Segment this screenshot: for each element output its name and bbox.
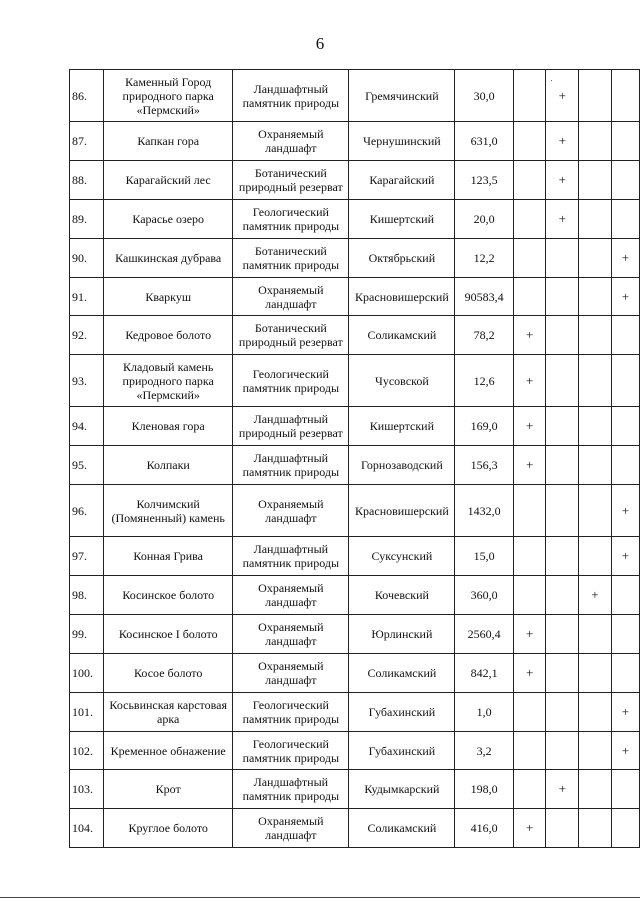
- area-category: Охраняемый ландшафт: [233, 614, 349, 653]
- area-category: Охраняемый ландшафт: [233, 653, 349, 692]
- mark-col-1: +: [513, 355, 546, 407]
- mark-col-1: [513, 576, 546, 615]
- mark-col-4: [611, 122, 639, 161]
- area-hectares: 631,0: [455, 122, 513, 161]
- bottom-rule: [0, 897, 640, 898]
- mark-col-1: [513, 537, 546, 576]
- district-name: Губахинский: [349, 692, 455, 731]
- mark-col-3: [579, 199, 612, 238]
- row-number: 100.: [70, 653, 104, 692]
- mark-col-1: [513, 70, 546, 122]
- district-name: Соликамский: [349, 316, 455, 355]
- district-name: Красновишерский: [349, 485, 455, 537]
- mark-col-2: [546, 407, 579, 446]
- area-category: Ландшафтный памятник природы: [233, 446, 349, 485]
- area-category: Ботанический природный резерват: [233, 316, 349, 355]
- table-row: [70, 770, 640, 809]
- mark-col-4: [611, 576, 639, 615]
- district-name: Октябрьский: [349, 238, 455, 277]
- table-row: [70, 70, 640, 122]
- mark-col-3: [579, 770, 612, 809]
- area-hectares: 123,5: [455, 160, 513, 199]
- table-row: [70, 653, 640, 692]
- area-category: Охраняемый ландшафт: [233, 122, 349, 161]
- mark-col-4: [611, 199, 639, 238]
- row-number: 91.: [70, 277, 104, 316]
- area-name: Карасье озеро: [104, 199, 233, 238]
- area-hectares: 78,2: [455, 316, 513, 355]
- mark-col-4: [611, 160, 639, 199]
- mark-col-4: +: [611, 277, 639, 316]
- area-category: Геологический памятник природы: [233, 199, 349, 238]
- table-row: [70, 407, 640, 446]
- area-category: Ландшафтный памятник природы: [233, 537, 349, 576]
- table-row: [70, 692, 640, 731]
- mark-col-2: [546, 355, 579, 407]
- mark-col-3: [579, 122, 612, 161]
- area-name: Кременное обнажение: [104, 731, 233, 770]
- mark-col-2: +: [546, 122, 579, 161]
- area-name: Косое болото: [104, 653, 233, 692]
- mark-col-3: [579, 614, 612, 653]
- area-hectares: 169,0: [455, 407, 513, 446]
- mark-col-1: [513, 770, 546, 809]
- district-name: Горнозаводский: [349, 446, 455, 485]
- area-category: Геологический памятник природы: [233, 692, 349, 731]
- mark-col-2: +: [546, 199, 579, 238]
- area-category: Охраняемый ландшафт: [233, 485, 349, 537]
- area-name: Карагайский лес: [104, 160, 233, 199]
- mark-col-4: +: [611, 692, 639, 731]
- district-name: Кишертский: [349, 407, 455, 446]
- mark-col-3: [579, 692, 612, 731]
- district-name: Юрлинский: [349, 614, 455, 653]
- mark-col-1: [513, 122, 546, 161]
- mark-col-1: [513, 277, 546, 316]
- area-name: Косинское I болото: [104, 614, 233, 653]
- row-number: 98.: [70, 576, 104, 615]
- area-hectares: 842,1: [455, 653, 513, 692]
- row-number: 103.: [70, 770, 104, 809]
- mark-col-2: [546, 614, 579, 653]
- table-row: [70, 355, 640, 407]
- area-name: Кладовый камень природного парка «Пермский»: [104, 355, 233, 407]
- protected-areas-table: [69, 69, 640, 848]
- district-name: Губахинский: [349, 731, 455, 770]
- district-name: Кудымкарский: [349, 770, 455, 809]
- area-name: Кленовая гора: [104, 407, 233, 446]
- area-category: Геологический памятник природы: [233, 355, 349, 407]
- mark-col-2: +: [546, 160, 579, 199]
- mark-col-4: +: [611, 731, 639, 770]
- district-name: Гремячинский: [349, 70, 455, 122]
- table-row: [70, 485, 640, 537]
- district-name: Чернушинский: [349, 122, 455, 161]
- row-number: 95.: [70, 446, 104, 485]
- mark-col-2: [546, 446, 579, 485]
- mark-col-4: [611, 407, 639, 446]
- area-category: Геологический памятник природы: [233, 731, 349, 770]
- row-number: 93.: [70, 355, 104, 407]
- mark-col-2: [546, 238, 579, 277]
- mark-col-1: +: [513, 446, 546, 485]
- area-name: Кашкинская дубрава: [104, 238, 233, 277]
- mark-col-4: [611, 653, 639, 692]
- mark-col-4: +: [611, 485, 639, 537]
- area-name: Кваркуш: [104, 277, 233, 316]
- mark-col-4: [611, 70, 639, 122]
- row-number: 92.: [70, 316, 104, 355]
- table-row: [70, 160, 640, 199]
- mark-col-3: [579, 809, 612, 848]
- table-row: [70, 731, 640, 770]
- district-name: Кочевский: [349, 576, 455, 615]
- row-number: 94.: [70, 407, 104, 446]
- mark-col-1: +: [513, 809, 546, 848]
- table-row: [70, 316, 640, 355]
- mark-col-3: [579, 316, 612, 355]
- area-category: Ландшафтный памятник природы: [233, 70, 349, 122]
- mark-col-4: [611, 355, 639, 407]
- row-number: 86.: [70, 70, 104, 122]
- area-hectares: 90583,4: [455, 277, 513, 316]
- area-hectares: 20,0: [455, 199, 513, 238]
- mark-col-3: [579, 355, 612, 407]
- mark-col-4: [611, 809, 639, 848]
- row-number: 104.: [70, 809, 104, 848]
- district-name: Чусовской: [349, 355, 455, 407]
- mark-col-3: [579, 238, 612, 277]
- area-hectares: 198,0: [455, 770, 513, 809]
- area-hectares: 12,6: [455, 355, 513, 407]
- mark-col-1: [513, 199, 546, 238]
- mark-col-1: [513, 238, 546, 277]
- area-name: Капкан гора: [104, 122, 233, 161]
- district-name: Суксунский: [349, 537, 455, 576]
- mark-col-1: [513, 485, 546, 537]
- area-category: Ландшафтный памятник природы: [233, 770, 349, 809]
- area-hectares: 2560,4: [455, 614, 513, 653]
- mark-col-3: +: [579, 576, 612, 615]
- district-name: Кишертский: [349, 199, 455, 238]
- area-hectares: 15,0: [455, 537, 513, 576]
- district-name: Карагайский: [349, 160, 455, 199]
- area-name: Косьвинская карстовая арка: [104, 692, 233, 731]
- area-hectares: 416,0: [455, 809, 513, 848]
- mark-col-3: [579, 485, 612, 537]
- mark-col-1: [513, 731, 546, 770]
- mark-col-3: [579, 731, 612, 770]
- mark-col-3: [579, 277, 612, 316]
- mark-col-2: [546, 809, 579, 848]
- mark-col-3: [579, 407, 612, 446]
- mark-col-1: +: [513, 407, 546, 446]
- row-number: 99.: [70, 614, 104, 653]
- mark-col-2: [546, 537, 579, 576]
- mark-col-2: [546, 653, 579, 692]
- district-name: Соликамский: [349, 653, 455, 692]
- mark-col-4: [611, 446, 639, 485]
- area-name: Круглое болото: [104, 809, 233, 848]
- page-number: 6: [315, 34, 325, 53]
- area-name: Крот: [104, 770, 233, 809]
- row-number: 96.: [70, 485, 104, 537]
- mark-col-3: [579, 537, 612, 576]
- area-hectares: 12,2: [455, 238, 513, 277]
- row-number: 101.: [70, 692, 104, 731]
- table-row: [70, 277, 640, 316]
- row-number: 89.: [70, 199, 104, 238]
- area-category: Охраняемый ландшафт: [233, 809, 349, 848]
- area-name: Кедровое болото: [104, 316, 233, 355]
- table-body: [70, 70, 640, 848]
- row-number: 88.: [70, 160, 104, 199]
- mark-col-1: +: [513, 653, 546, 692]
- table-row: [70, 446, 640, 485]
- table-row: [70, 614, 640, 653]
- mark-col-3: [579, 446, 612, 485]
- mark-col-2: +: [546, 70, 579, 122]
- mark-col-4: +: [611, 537, 639, 576]
- mark-col-1: [513, 692, 546, 731]
- area-name: Конная Грива: [104, 537, 233, 576]
- mark-col-2: [546, 692, 579, 731]
- table-row: [70, 238, 640, 277]
- table-row: [70, 537, 640, 576]
- area-name: Колпаки: [104, 446, 233, 485]
- table-row: [70, 576, 640, 615]
- district-name: Красновишерский: [349, 277, 455, 316]
- area-category: Охраняемый ландшафт: [233, 277, 349, 316]
- area-name: Косинское болото: [104, 576, 233, 615]
- mark-col-2: [546, 576, 579, 615]
- table-row: [70, 199, 640, 238]
- area-category: Ботанический памятник природы: [233, 238, 349, 277]
- area-name: Колчимский (Помяненный) камень: [104, 485, 233, 537]
- mark-col-1: +: [513, 614, 546, 653]
- area-hectares: 1432,0: [455, 485, 513, 537]
- mark-col-2: +: [546, 770, 579, 809]
- mark-col-2: [546, 731, 579, 770]
- area-hectares: 1,0: [455, 692, 513, 731]
- area-hectares: 360,0: [455, 576, 513, 615]
- mark-col-2: [546, 277, 579, 316]
- area-hectares: 156,3: [455, 446, 513, 485]
- mark-col-3: [579, 653, 612, 692]
- row-number: 90.: [70, 238, 104, 277]
- mark-col-2: [546, 316, 579, 355]
- mark-col-3: [579, 70, 612, 122]
- area-category: Охраняемый ландшафт: [233, 576, 349, 615]
- mark-col-4: +: [611, 238, 639, 277]
- row-number: 87.: [70, 122, 104, 161]
- district-name: Соликамский: [349, 809, 455, 848]
- mark-col-2: [546, 485, 579, 537]
- mark-col-1: [513, 160, 546, 199]
- mark-col-3: [579, 160, 612, 199]
- area-category: Ботанический природный резерват: [233, 160, 349, 199]
- row-number: 102.: [70, 731, 104, 770]
- mark-col-4: [611, 770, 639, 809]
- table-row: [70, 122, 640, 161]
- area-category: Ландшафтный природный резерват: [233, 407, 349, 446]
- mark-col-1: +: [513, 316, 546, 355]
- area-hectares: 30,0: [455, 70, 513, 122]
- area-name: Каменный Город природного парка «Пермский»: [104, 70, 233, 122]
- row-number: 97.: [70, 537, 104, 576]
- mark-col-4: [611, 614, 639, 653]
- mark-col-4: [611, 316, 639, 355]
- table-row: [70, 809, 640, 848]
- area-hectares: 3,2: [455, 731, 513, 770]
